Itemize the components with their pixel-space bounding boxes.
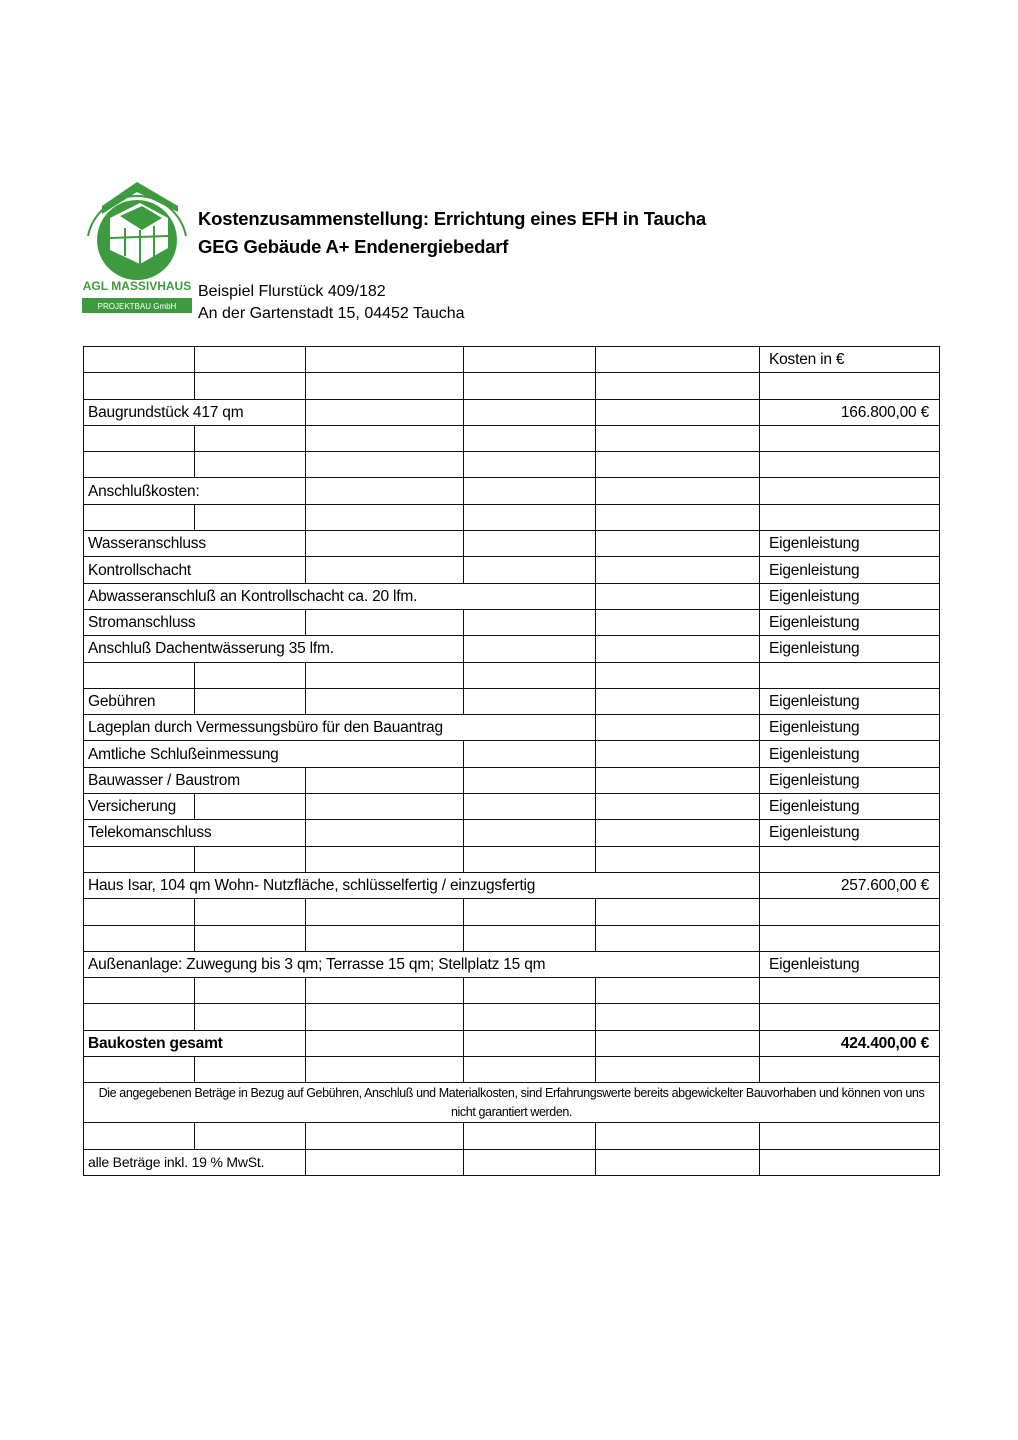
table-row [84, 347, 940, 373]
cost-value: Kosten in € [760, 347, 940, 373]
empty-cell [464, 925, 596, 951]
cost-value [760, 1149, 940, 1175]
document-title [198, 205, 706, 261]
empty-cell [596, 846, 760, 872]
empty-cell [306, 925, 464, 951]
cost-value [760, 1004, 940, 1030]
table-row [84, 741, 940, 767]
empty-cell [306, 1004, 464, 1030]
row-label [84, 1004, 195, 1030]
row-label: Versicherung [84, 794, 195, 820]
plot-number: Beispiel Flurstück 409/182 [198, 283, 386, 300]
cost-value: Eigenleistung [760, 583, 940, 609]
empty-cell [195, 504, 306, 530]
table-row [84, 425, 940, 451]
row-label: Kontrollschacht [84, 557, 306, 583]
row-label [84, 899, 195, 925]
cost-value: Eigenleistung [760, 741, 940, 767]
table-row [84, 1057, 940, 1083]
row-label [84, 978, 195, 1004]
svg-text:PROJEKTBAU GmbH: PROJEKTBAU GmbH [97, 302, 177, 311]
empty-cell [306, 452, 464, 478]
empty-cell [464, 978, 596, 1004]
row-label [84, 347, 195, 373]
empty-cell [464, 1123, 596, 1149]
empty-cell [464, 373, 596, 399]
cost-value [760, 452, 940, 478]
row-label: Abwasseranschluß an Kontrollschacht ca. 20 lfm. [84, 583, 596, 609]
empty-cell [464, 794, 596, 820]
empty-cell [464, 1004, 596, 1030]
table-row [84, 715, 940, 741]
table-row [84, 1083, 940, 1123]
empty-cell [306, 820, 464, 846]
table-row [84, 899, 940, 925]
empty-cell [464, 347, 596, 373]
row-label [84, 452, 195, 478]
empty-cell [306, 504, 464, 530]
table-row [84, 767, 940, 793]
property-address: An der Gartenstadt 15, 04452 Taucha [198, 305, 465, 322]
table-row [84, 1123, 940, 1149]
table-row [84, 978, 940, 1004]
empty-cell [464, 609, 596, 635]
cost-value: Eigenleistung [760, 767, 940, 793]
row-label [84, 846, 195, 872]
cost-value: Eigenleistung [760, 715, 940, 741]
empty-cell [195, 347, 306, 373]
cost-value: 257.600,00 € [760, 872, 940, 898]
empty-cell [195, 846, 306, 872]
cost-value [760, 846, 940, 872]
table-row [84, 1149, 940, 1175]
row-label: Wasseranschluss [84, 531, 306, 557]
table-row [84, 636, 940, 662]
table-row [84, 1030, 940, 1056]
row-label [84, 504, 195, 530]
empty-cell [195, 1123, 306, 1149]
empty-cell [464, 846, 596, 872]
row-label: Anschlußkosten: [84, 478, 306, 504]
empty-cell [306, 662, 464, 688]
empty-cell [306, 978, 464, 1004]
empty-cell [306, 1030, 464, 1056]
empty-cell [596, 478, 760, 504]
table-row [84, 557, 940, 583]
empty-cell [596, 1057, 760, 1083]
table-row [84, 872, 940, 898]
row-label: Amtliche Schlußeinmessung [84, 741, 464, 767]
empty-cell [306, 478, 464, 504]
cost-value: Eigenleistung [760, 820, 940, 846]
title-line-1: Kostenzusammenstellung: Errichtung eines EFH in Taucha [198, 208, 706, 229]
empty-cell [464, 662, 596, 688]
empty-cell [464, 899, 596, 925]
empty-cell [596, 373, 760, 399]
table-row [84, 583, 940, 609]
empty-cell [464, 688, 596, 714]
table-row [84, 531, 940, 557]
row-label: Gebühren [84, 688, 195, 714]
table-row [84, 609, 940, 635]
empty-cell [195, 978, 306, 1004]
cost-value: Eigenleistung [760, 688, 940, 714]
cost-table [83, 346, 940, 1176]
row-label: alle Beträge inkl. 19 % MwSt. [84, 1149, 306, 1175]
cost-value [760, 1057, 940, 1083]
empty-cell [195, 1057, 306, 1083]
empty-cell [596, 820, 760, 846]
empty-cell [195, 794, 306, 820]
table-row [84, 794, 940, 820]
empty-cell [464, 1149, 596, 1175]
table-row [84, 1004, 940, 1030]
empty-cell [195, 452, 306, 478]
empty-cell [306, 1123, 464, 1149]
cost-value [760, 925, 940, 951]
empty-cell [596, 899, 760, 925]
empty-cell [195, 373, 306, 399]
empty-cell [464, 1030, 596, 1056]
row-label [84, 662, 195, 688]
title-line-2: GEG Gebäude A+ Endenergiebedarf [198, 236, 509, 257]
empty-cell [596, 688, 760, 714]
row-label [84, 1123, 195, 1149]
cost-value: Eigenleistung [760, 951, 940, 977]
empty-cell [306, 425, 464, 451]
empty-cell [596, 741, 760, 767]
empty-cell [596, 1004, 760, 1030]
empty-cell [464, 557, 596, 583]
empty-cell [464, 478, 596, 504]
disclaimer-note: Die angegebenen Beträge in Bezug auf Gebühren, Anschluß und Materialkosten, sind Erfahrungswerte bereits abgewickelter Bauvorhaben und können von uns nicht garantiert werden. [84, 1083, 940, 1123]
empty-cell [306, 846, 464, 872]
table-row [84, 951, 940, 977]
empty-cell [306, 767, 464, 793]
empty-cell [596, 399, 760, 425]
empty-cell [596, 1149, 760, 1175]
table-row [84, 504, 940, 530]
row-label [84, 925, 195, 951]
empty-cell [306, 794, 464, 820]
empty-cell [464, 636, 596, 662]
row-label: Anschluß Dachentwässerung 35 lfm. [84, 636, 464, 662]
table-row [84, 478, 940, 504]
row-label [84, 373, 195, 399]
empty-cell [464, 531, 596, 557]
row-label: Außenanlage: Zuwegung bis 3 qm; Terrasse 15 qm; Stellplatz 15 qm [84, 951, 760, 977]
row-label: Bauwasser / Baustrom [84, 767, 306, 793]
empty-cell [195, 662, 306, 688]
table-row [84, 925, 940, 951]
empty-cell [596, 794, 760, 820]
empty-cell [195, 688, 306, 714]
cost-value [760, 373, 940, 399]
company-logo [80, 178, 194, 314]
empty-cell [596, 425, 760, 451]
cost-value [760, 899, 940, 925]
cost-value: Eigenleistung [760, 557, 940, 583]
empty-cell [464, 425, 596, 451]
table-row [84, 399, 940, 425]
empty-cell [306, 1057, 464, 1083]
table-row [84, 846, 940, 872]
row-label: Baugrundstück 417 qm [84, 399, 306, 425]
empty-cell [596, 978, 760, 1004]
empty-cell [596, 925, 760, 951]
cost-value [760, 504, 940, 530]
row-label: Stromanschluss [84, 609, 306, 635]
empty-cell [596, 1123, 760, 1149]
empty-cell [596, 583, 760, 609]
cost-value [760, 425, 940, 451]
empty-cell [596, 636, 760, 662]
empty-cell [596, 347, 760, 373]
empty-cell [306, 688, 464, 714]
empty-cell [306, 1149, 464, 1175]
svg-text:AGL MASSIVHAUS: AGL MASSIVHAUS [82, 279, 192, 293]
table-row [84, 820, 940, 846]
cost-value [760, 478, 940, 504]
cost-value [760, 662, 940, 688]
row-label: Lageplan durch Vermessungsbüro für den Bauantrag [84, 715, 596, 741]
empty-cell [596, 609, 760, 635]
empty-cell [464, 504, 596, 530]
row-label [84, 425, 195, 451]
cost-value: 166.800,00 € [760, 399, 940, 425]
empty-cell [596, 531, 760, 557]
cost-value [760, 978, 940, 1004]
empty-cell [464, 1057, 596, 1083]
empty-cell [596, 715, 760, 741]
empty-cell [596, 452, 760, 478]
cost-value: Eigenleistung [760, 609, 940, 635]
property-info [198, 281, 465, 325]
empty-cell [306, 347, 464, 373]
empty-cell [464, 767, 596, 793]
empty-cell [306, 609, 464, 635]
cost-value: Eigenleistung [760, 636, 940, 662]
empty-cell [195, 925, 306, 951]
empty-cell [464, 741, 596, 767]
empty-cell [596, 504, 760, 530]
empty-cell [306, 557, 464, 583]
empty-cell [306, 373, 464, 399]
cost-value: Eigenleistung [760, 531, 940, 557]
empty-cell [596, 557, 760, 583]
row-label: Baukosten gesamt [84, 1030, 306, 1056]
empty-cell [464, 399, 596, 425]
cost-value: Eigenleistung [760, 794, 940, 820]
empty-cell [596, 767, 760, 793]
table-row [84, 688, 940, 714]
cost-value [760, 1123, 940, 1149]
empty-cell [306, 899, 464, 925]
row-label [84, 1057, 195, 1083]
empty-cell [195, 425, 306, 451]
table-row [84, 662, 940, 688]
table-row [84, 452, 940, 478]
table-row [84, 373, 940, 399]
empty-cell [195, 1004, 306, 1030]
cost-value: 424.400,00 € [760, 1030, 940, 1056]
row-label: Telekomanschluss [84, 820, 306, 846]
row-label: Haus Isar, 104 qm Wohn- Nutzfläche, schlüsselfertig / einzugsfertig [84, 872, 760, 898]
empty-cell [464, 820, 596, 846]
empty-cell [596, 1030, 760, 1056]
empty-cell [464, 452, 596, 478]
empty-cell [195, 899, 306, 925]
empty-cell [596, 662, 760, 688]
empty-cell [306, 399, 464, 425]
empty-cell [306, 531, 464, 557]
